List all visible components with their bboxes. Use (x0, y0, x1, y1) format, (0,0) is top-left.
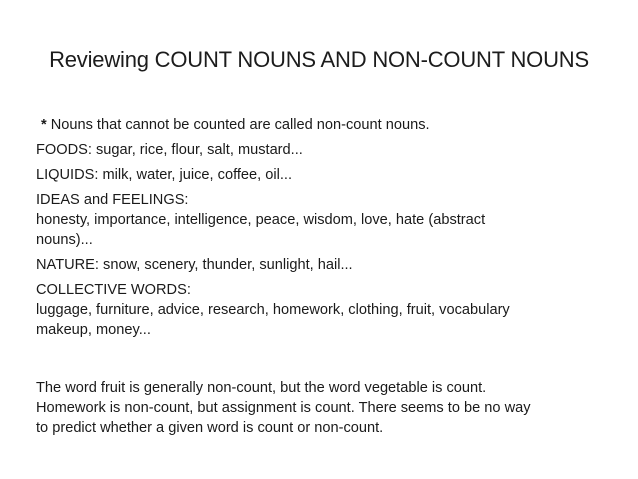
intro-paragraph (36, 115, 596, 135)
closing-line: The word fruit is generally non-count, but the word vegetable is count. (36, 380, 487, 396)
category-line: nouns)... (36, 232, 93, 248)
slide-title: Reviewing COUNT NOUNS AND NON-COUNT NOUNS (49, 47, 589, 72)
bullet-asterisk: * (41, 117, 47, 133)
category-nature (36, 255, 596, 275)
category-ideas-feelings (36, 190, 596, 250)
category-collective-words (36, 280, 596, 340)
slide-body (36, 115, 596, 345)
closing-line: Homework is non-count, but assignment is count. There seems to be no way (36, 400, 531, 416)
intro-text: Nouns that cannot be counted are called non-count nouns. (50, 117, 430, 133)
category-liquids (36, 165, 596, 185)
category-line: LIQUIDS: milk, water, juice, coffee, oil... (36, 167, 293, 183)
category-foods (36, 140, 596, 160)
category-line: FOODS: sugar, rice, flour, salt, mustard... (36, 142, 303, 158)
category-heading: COLLECTIVE WORDS: (36, 282, 191, 298)
closing-paragraph (36, 378, 606, 438)
category-line: luggage, furniture, advice, research, homework, clothing, fruit, vocabulary (36, 302, 510, 318)
category-line: makeup, money... (36, 322, 151, 338)
closing-line: to predict whether a given word is count or non-count. (36, 420, 384, 436)
category-line: NATURE: snow, scenery, thunder, sunlight, hail... (36, 257, 353, 273)
category-heading: IDEAS and FEELINGS: (36, 192, 189, 208)
category-line: honesty, importance, intelligence, peace, wisdom, love, hate (abstract (36, 212, 486, 228)
